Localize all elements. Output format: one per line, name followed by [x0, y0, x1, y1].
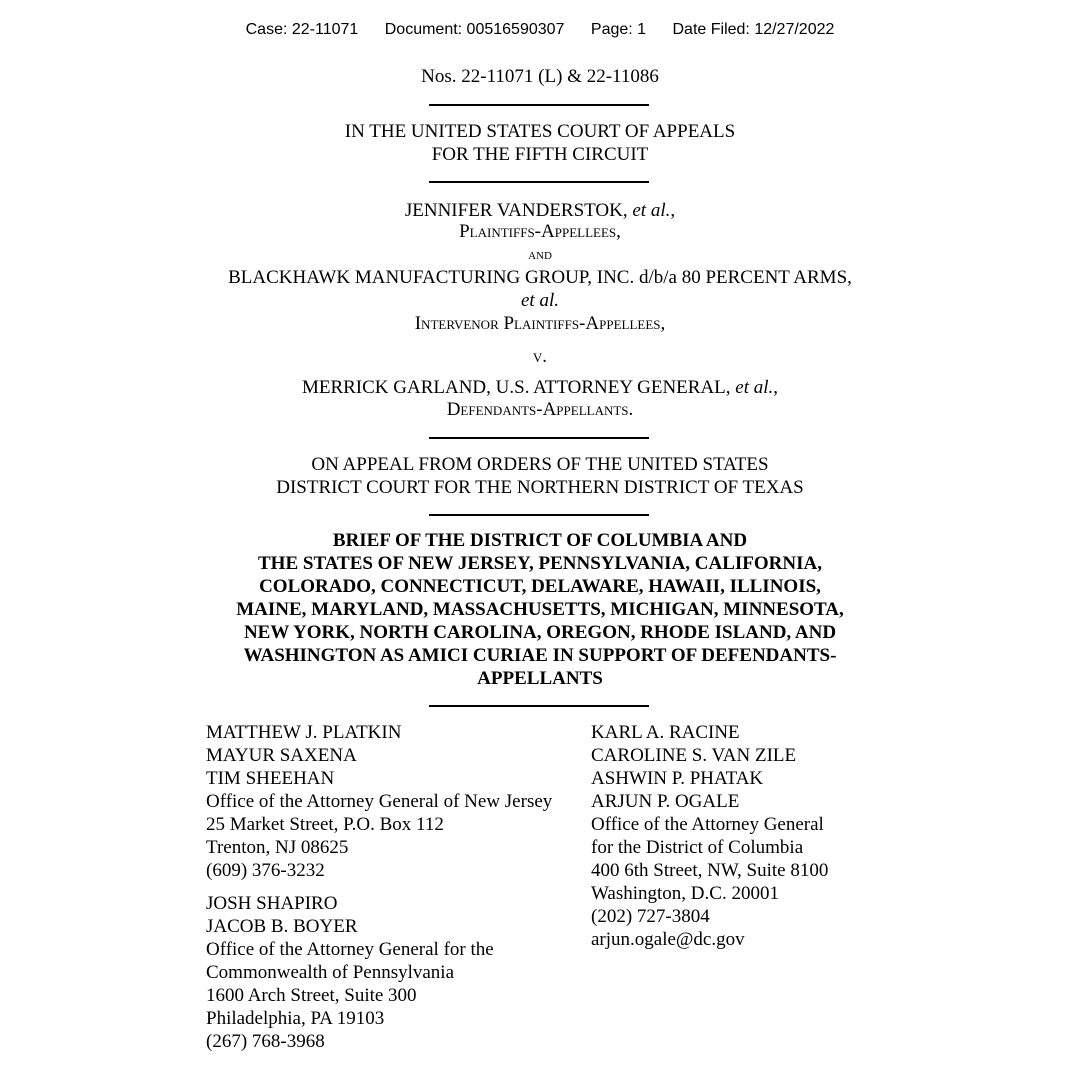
- page-number: Page: 1: [590, 21, 647, 38]
- counsel-line: Philadelphia, PA 19103: [206, 1008, 385, 1029]
- appeal-line1: ON APPEAL FROM ORDERS OF THE UNITED STATES: [311, 454, 769, 475]
- email-link[interactable]: arjun.ogale@dc.gov: [591, 929, 745, 950]
- and-connector: and: [528, 246, 552, 263]
- counsel-line: KARL A. RACINE: [591, 722, 740, 743]
- plaintiff-name: JENNIFER VANDERSTOK,: [404, 200, 633, 221]
- intervenor-etal-text: et al.: [521, 290, 559, 311]
- brief-title-line: MAINE, MARYLAND, MASSACHUSETTS, MICHIGAN, MINNESOTA,: [236, 599, 844, 620]
- counsel-line: (267) 768-3968: [206, 1031, 325, 1052]
- document-number: Document: 00516590307: [384, 21, 565, 38]
- counsel-line: MATTHEW J. PLATKIN: [206, 722, 402, 743]
- counsel-line: Office of the Attorney General: [591, 814, 824, 835]
- divider: [429, 514, 649, 516]
- counsel-line: (609) 376-3232: [206, 860, 325, 881]
- date-filed: Date Filed: 12/27/2022: [672, 21, 835, 38]
- appeal-line2: DISTRICT COURT FOR THE NORTHERN DISTRICT OF TEXAS: [276, 477, 804, 498]
- counsel-block-pennsylvania: [206, 892, 494, 1053]
- counsel-line: 1600 Arch Street, Suite 300: [206, 985, 417, 1006]
- defendant-name: MERRICK GARLAND, U.S. ATTORNEY GENERAL,: [301, 377, 736, 398]
- counsel-line: Office of the Attorney General of New Jersey: [206, 791, 553, 812]
- court-name-line1: IN THE UNITED STATES COURT OF APPEALS: [344, 121, 736, 142]
- intervenor-name: BLACKHAWK MANUFACTURING GROUP, INC. d/b/a 80 PERCENT ARMS,: [228, 267, 852, 288]
- brief-title-line: WASHINGTON AS AMICI CURIAE IN SUPPORT OF DEFENDANTS-: [243, 645, 837, 666]
- docket-numbers: Nos. 22-11071 (L) & 22-11086: [421, 66, 659, 87]
- divider: [429, 705, 649, 707]
- counsel-line: (202) 727-3804: [591, 906, 710, 927]
- counsel-line: 25 Market Street, P.O. Box 112: [206, 814, 444, 835]
- counsel-line: 400 6th Street, NW, Suite 8100: [591, 860, 829, 881]
- counsel-line: Office of the Attorney General for the: [206, 939, 494, 960]
- divider: [429, 104, 649, 106]
- brief-title-line: COLORADO, CONNECTICUT, DELAWARE, HAWAII, ILLINOIS,: [259, 576, 821, 597]
- counsel-block-new-jersey: [206, 721, 552, 882]
- counsel-line: JOSH SHAPIRO: [206, 893, 338, 914]
- filing-header: [0, 21, 1080, 39]
- counsel-line: CAROLINE S. VAN ZILE: [591, 745, 797, 766]
- intervenor-role: Intervenor Plaintiffs-Appellees,: [414, 313, 666, 334]
- court-name-line2: FOR THE FIFTH CIRCUIT: [431, 144, 649, 165]
- brief-title-line: BRIEF OF THE DISTRICT OF COLUMBIA AND: [332, 530, 748, 551]
- versus: v.: [532, 346, 548, 367]
- plaintiff-line: [0, 199, 1080, 222]
- counsel-line: for the District of Columbia: [591, 837, 804, 858]
- counsel-line: Commonwealth of Pennsylvania: [206, 962, 455, 983]
- divider: [429, 437, 649, 439]
- brief-title-line: APPELLANTS: [477, 668, 603, 689]
- intervenor-etal: [0, 289, 1080, 312]
- defendant-tail: ,: [773, 377, 779, 398]
- plaintiff-etal: et al.: [632, 200, 671, 221]
- counsel-line: Washington, D.C. 20001: [591, 883, 779, 904]
- plaintiff-role: Plaintiffs-Appellees,: [459, 221, 621, 242]
- counsel-line: ASHWIN P. PHATAK: [591, 768, 764, 789]
- brief-title-line: THE STATES OF NEW JERSEY, PENNSYLVANIA, CALIFORNIA,: [258, 553, 822, 574]
- counsel-block-district-of-columbia: [591, 721, 828, 951]
- plaintiff-tail: ,: [670, 200, 676, 221]
- case-number: Case: 22-11071: [245, 21, 359, 38]
- counsel-line: JACOB B. BOYER: [206, 916, 358, 937]
- defendant-role: Defendants-Appellants.: [446, 399, 634, 420]
- counsel-line: TIM SHEEHAN: [206, 768, 335, 789]
- defendant-etal: et al.: [735, 377, 774, 398]
- counsel-line: ARJUN P. OGALE: [591, 791, 740, 812]
- counsel-line: Trenton, NJ 08625: [206, 837, 349, 858]
- defendant-line: [0, 376, 1080, 399]
- brief-title-line: NEW YORK, NORTH CAROLINA, OREGON, RHODE ISLAND, AND: [243, 622, 837, 643]
- divider: [429, 181, 649, 183]
- counsel-line: MAYUR SAXENA: [206, 745, 357, 766]
